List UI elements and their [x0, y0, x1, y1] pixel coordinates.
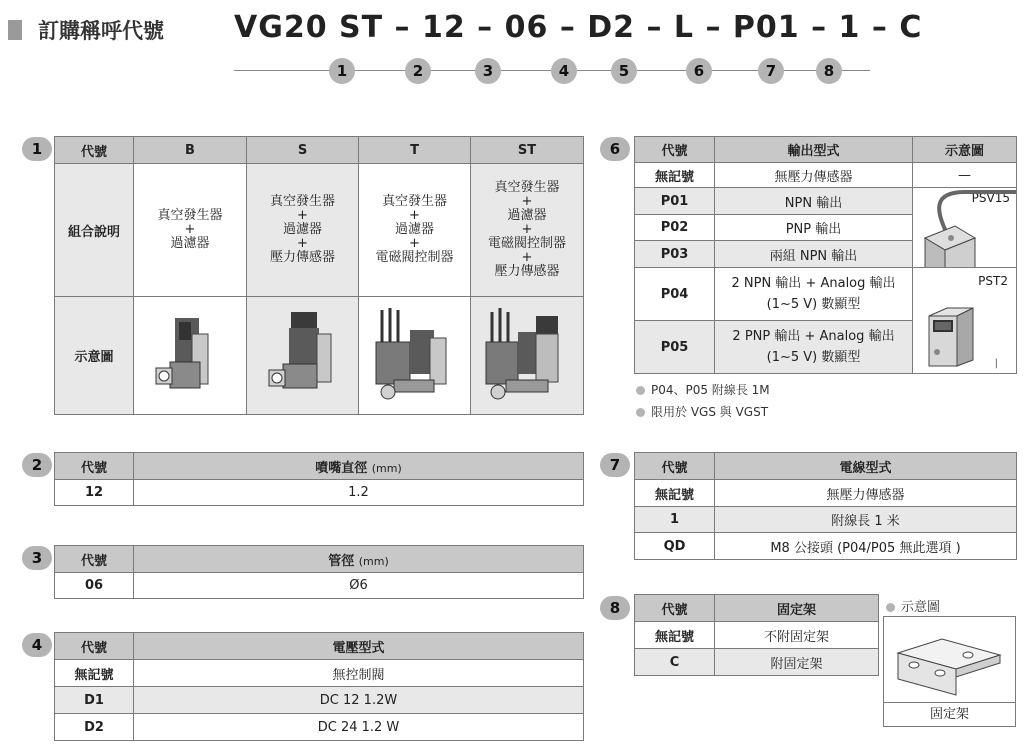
note-bullet-icon — [636, 408, 645, 417]
bracket-header-code: 代號 — [635, 595, 715, 622]
output-code: P02 — [635, 215, 715, 241]
desc-t: 真空發生器 + 過濾器 + 電磁閥控制器 — [359, 164, 471, 297]
bracket-code: 無記號 — [635, 622, 715, 649]
nozzle-code: 12 — [55, 480, 134, 506]
output-value: 2 NPN 輸出 + Analog 輸出 (1~5 V) 數顯型 — [715, 268, 913, 321]
output-image-none: — — [913, 163, 1017, 188]
output-code: P05 — [635, 321, 715, 374]
pressure-sensor-pst2-image — [913, 268, 1017, 374]
output-code: P01 — [635, 188, 715, 215]
image-st — [471, 297, 584, 415]
cable-header-value: 電線型式 — [715, 453, 1017, 480]
voltage-code: D2 — [55, 714, 134, 741]
desc-st: 真空發生器 + 過濾器 + 電磁閥控制器 + 壓力傳感器 — [471, 164, 584, 297]
col-header-s: S — [247, 137, 359, 164]
vacuum-generator-t-image — [370, 304, 460, 404]
cable-value: 附線長 1 米 — [715, 507, 1017, 533]
pst2-tick: | — [994, 358, 998, 369]
bracket-table — [634, 594, 879, 676]
nozzle-header-value: 噴嘴直徑 (mm) — [134, 453, 584, 480]
cable-code: 1 — [635, 507, 715, 533]
combination-table — [54, 136, 584, 415]
vacuum-generator-b-image — [150, 304, 230, 404]
row-label-description: 組合說明 — [55, 164, 134, 297]
image-b — [134, 297, 247, 415]
cable-value: 無壓力傳感器 — [715, 480, 1017, 507]
section-badge-4: 4 — [22, 633, 52, 657]
row-label-image: 示意圖 — [55, 297, 134, 415]
output-table — [634, 136, 1017, 374]
output-code: 無記號 — [635, 163, 715, 188]
psv15-image-cell — [913, 188, 1017, 268]
position-marker-5: 5 — [611, 58, 637, 84]
cable-code: 無記號 — [635, 480, 715, 507]
image-t — [359, 297, 471, 415]
bracket-image-caption: 固定架 — [884, 702, 1015, 726]
position-marker-6: 6 — [686, 58, 712, 84]
pst2-image-cell — [913, 268, 1017, 374]
image-s — [247, 297, 359, 415]
output-code: P03 — [635, 241, 715, 268]
output-note-1: P04、P05 附線長 1M — [636, 381, 770, 398]
bracket-code: C — [635, 649, 715, 676]
output-value: NPN 輸出 — [715, 188, 913, 215]
output-header-image: 示意圖 — [913, 137, 1017, 163]
note-bullet-icon — [886, 603, 895, 612]
position-marker-2: 2 — [405, 58, 431, 84]
tube-header-value: 管徑 (mm) — [134, 546, 584, 573]
voltage-value: DC 12 1.2W — [134, 687, 584, 714]
output-code: P04 — [635, 268, 715, 321]
position-marker-3: 3 — [475, 58, 501, 84]
cable-value: M8 公接頭 (P04/P05 無此選項 ) — [715, 533, 1017, 560]
col-header-code: 代號 — [55, 137, 134, 164]
psv15-label: PSV15 — [971, 191, 1010, 205]
pressure-sensor-psv15-image — [913, 188, 1017, 268]
section-badge-7: 7 — [600, 453, 630, 477]
output-header-code: 代號 — [635, 137, 715, 163]
cable-code: QD — [635, 533, 715, 560]
nozzle-value: 1.2 — [134, 480, 584, 506]
voltage-value: 無控制閥 — [134, 660, 584, 687]
col-header-t: T — [359, 137, 471, 164]
title-marker — [8, 20, 22, 40]
note-bullet-icon — [636, 386, 645, 395]
cable-header-code: 代號 — [635, 453, 715, 480]
nozzle-table — [54, 452, 584, 506]
vacuum-generator-st-image — [482, 304, 572, 404]
position-marker-1: 1 — [329, 58, 355, 84]
tube-header-code: 代號 — [55, 546, 134, 573]
mounting-bracket-image — [884, 617, 1015, 701]
order-code: VG20 ST – 12 – 06 – D2 – L – P01 – 1 – C — [234, 10, 923, 45]
tube-code: 06 — [55, 573, 134, 599]
section-badge-6: 6 — [600, 137, 630, 161]
voltage-code: D1 — [55, 687, 134, 714]
position-marker-8: 8 — [816, 58, 842, 84]
output-value: 兩組 NPN 輸出 — [715, 241, 913, 268]
bracket-image-box — [883, 616, 1016, 727]
bracket-header-value: 固定架 — [715, 595, 879, 622]
voltage-value: DC 24 1.2 W — [134, 714, 584, 741]
tube-value: Ø6 — [134, 573, 584, 599]
tube-table — [54, 545, 584, 599]
voltage-code: 無記號 — [55, 660, 134, 687]
voltage-header-code: 代號 — [55, 633, 134, 660]
desc-s: 真空發生器 + 過濾器 + 壓力傳感器 — [247, 164, 359, 297]
pst2-label: PST2 — [978, 274, 1008, 288]
voltage-table — [54, 632, 584, 741]
section-badge-2: 2 — [22, 453, 52, 477]
vacuum-generator-s-image — [263, 304, 343, 404]
col-header-b: B — [134, 137, 247, 164]
output-header-value: 輸出型式 — [715, 137, 913, 163]
section-badge-8: 8 — [600, 596, 630, 620]
output-value: 無壓力傳感器 — [715, 163, 913, 188]
voltage-header-value: 電壓型式 — [134, 633, 584, 660]
section-badge-3: 3 — [22, 546, 52, 570]
page-title: 訂購稱呼代號 — [38, 19, 164, 43]
output-value: PNP 輸出 — [715, 215, 913, 241]
cable-table — [634, 452, 1017, 560]
desc-b: 真空發生器 + 過濾器 — [134, 164, 247, 297]
output-value: 2 PNP 輸出 + Analog 輸出 (1~5 V) 數顯型 — [715, 321, 913, 374]
position-marker-4: 4 — [551, 58, 577, 84]
bracket-value: 不附固定架 — [715, 622, 879, 649]
nozzle-header-code: 代號 — [55, 453, 134, 480]
section-badge-1: 1 — [22, 137, 52, 161]
bracket-value: 附固定架 — [715, 649, 879, 676]
output-note-2: 限用於 VGS 與 VGST — [636, 403, 768, 420]
bracket-image-title: 示意圖 — [886, 596, 940, 615]
col-header-st: ST — [471, 137, 584, 164]
position-marker-7: 7 — [758, 58, 784, 84]
